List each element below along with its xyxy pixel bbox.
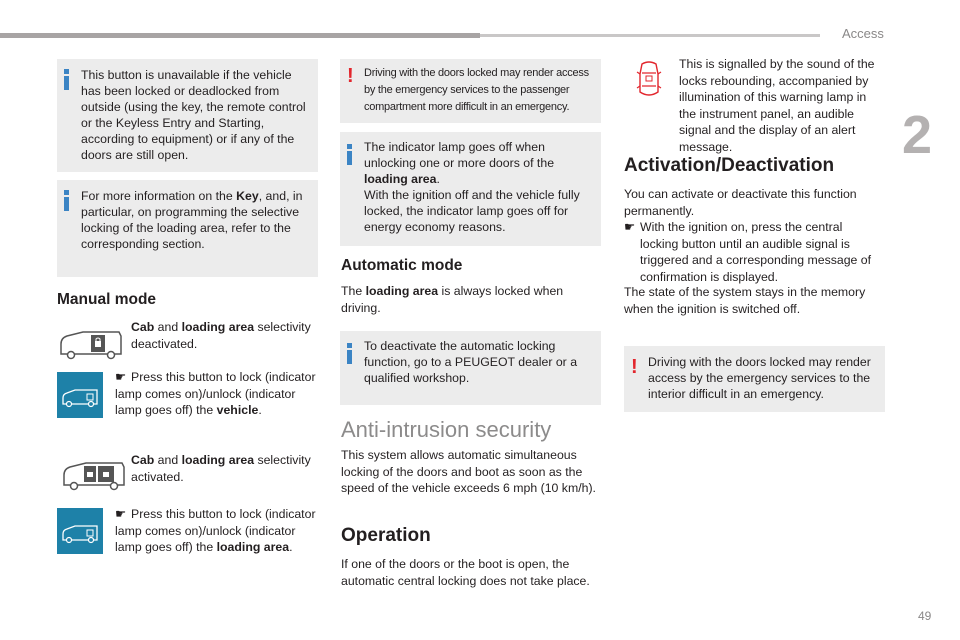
info-icon (346, 343, 354, 364)
warning-box-interior-access (624, 346, 885, 412)
selectivity-activated-text: Cab and loading area selectivity activated. (131, 453, 311, 484)
heading-anti-intrusion: Anti-intrusion security (341, 417, 552, 442)
vehicle-lock-button[interactable] (57, 372, 103, 418)
car-locked-warning-lamp-icon (636, 60, 662, 100)
info-icon (63, 190, 71, 211)
signal-text: This is signalled by the sound of the locks rebounding, accompanied by illumination of this warning lamp in the instrument panel, an audible signal and the display of an alert message. (679, 57, 875, 154)
header-rule (0, 33, 480, 38)
warning-text: Driving with the doors locked may render access by the emergency services to the interior difficult in an emergency. (648, 355, 871, 401)
info-icon (63, 69, 71, 90)
info-text: This button is unavailable if the vehicle has been locked or deadlocked from outside (using the key, the remote control or the Keyless Entry and Starting, according to equipment) or if any of the doors are still open. (81, 68, 306, 162)
chapter-number: 2 (902, 105, 933, 165)
page-number: 49 (918, 609, 932, 623)
section-title: Access (842, 26, 884, 41)
heading-manual-mode: Manual mode (57, 291, 157, 308)
activation-instruction: ☛ With the ignition on, press the central locking button until an audible signal is triggered and a corresponding message of confirmation is displayed. (624, 220, 872, 284)
info-text: The indicator lamp goes off when unlocking one or more doors of the loading area. With the ignition off and the vehicle fully locked, the indicator lamp goes off for energy economy reasons. (364, 140, 580, 234)
heading-automatic-mode: Automatic mode (341, 257, 463, 274)
lock-loading-area-instruction: ☛ Press this button to lock (indicator lamp comes on)/unlock (indicator lamp goes off) the loading area. (115, 507, 316, 554)
info-box-deactivate-automatic (340, 331, 601, 405)
van-lock-icon (59, 330, 123, 360)
lock-vehicle-instruction: ☛ Press this button to lock (indicator lamp comes on)/unlock (indicator lamp goes off) the vehicle. (115, 370, 316, 417)
loading-area-lock-button[interactable] (57, 508, 103, 554)
info-icon (346, 144, 354, 165)
warning-icon: ! (631, 356, 638, 378)
van-cab-loading-icon (62, 461, 126, 491)
heading-operation: Operation (341, 525, 431, 546)
info-box-indicator-lamp (340, 132, 601, 246)
activation-intro-text: You can activate or deactivate this function permanently. (624, 187, 857, 218)
operation-text: If one of the doors or the boot is open, the automatic central locking does not take place. (341, 557, 590, 588)
automatic-mode-text: The loading area is always locked when driving. (341, 284, 564, 315)
header-rule-light (480, 34, 820, 37)
van-lock-icon (57, 372, 103, 418)
info-box-button-unavailable (57, 59, 318, 172)
selectivity-deactivated-text: Cab and loading area selectivity deactivated. (131, 320, 311, 351)
info-box-key-reference (57, 180, 318, 277)
warning-box-emergency-access (340, 59, 601, 123)
activation-memory-text: The state of the system stays in the memory when the ignition is switched off. (624, 285, 866, 316)
info-text: To deactivate the automatic locking function, go to a PEUGEOT dealer or a qualified workshop. (364, 339, 578, 385)
heading-activation-deactivation: Activation/Deactivation (624, 155, 835, 176)
info-text: For more information on the Key, and, in particular, on programming the selective locking of the loading area, refer to the corresponding section. (81, 189, 303, 251)
warning-icon: ! (347, 65, 354, 87)
anti-intrusion-text: This system allows automatic simultaneous locking of the doors and boot as soon as the speed of the vehicle exceeds 6 mph (10 km/h). (341, 448, 596, 495)
warning-text: Driving with the doors locked may render access by the emergency services to the passenger compartment more difficult in an emergency. (364, 67, 589, 113)
van-lock-icon (57, 508, 103, 554)
